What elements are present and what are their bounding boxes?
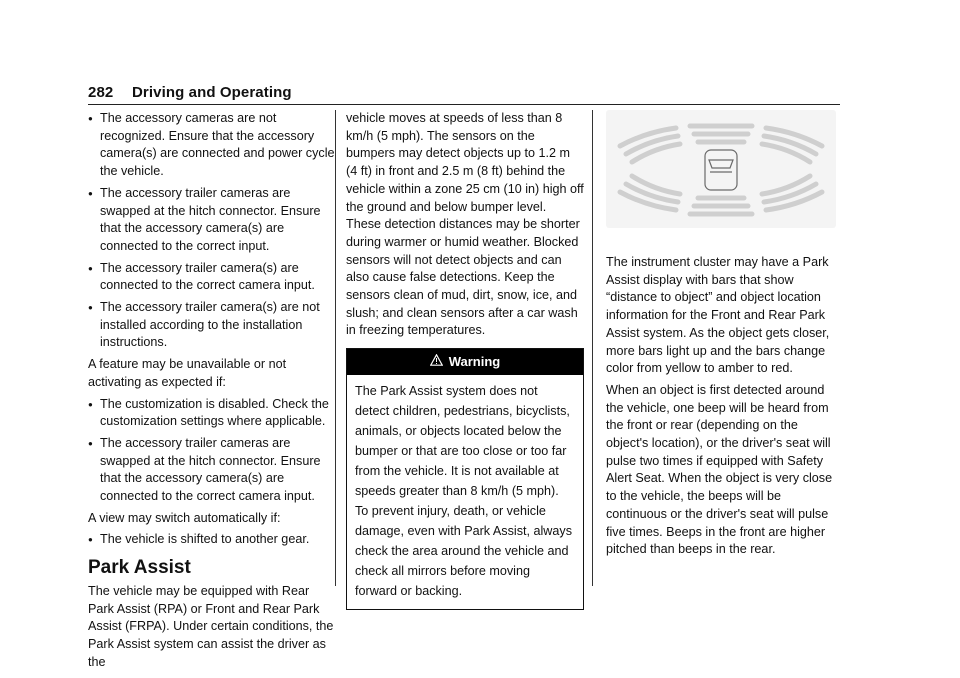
- paragraph: The vehicle may be equipped with Rear Park Assist (RPA) or Front and Rear Park Assist (FRPA). Under certain conditions, the Park Assist system can assist the driver as the: [88, 583, 334, 669]
- section-title: Driving and Operating: [132, 84, 292, 101]
- page-number: 282: [88, 84, 114, 101]
- warning-title: Warning: [448, 354, 501, 370]
- warning-triangle-icon: [430, 349, 443, 375]
- list-item: ● The customization is disabled. Check the customization settings where applicable.: [88, 396, 338, 431]
- warning-box: [346, 348, 584, 610]
- park-assist-illustration: [606, 110, 836, 228]
- list-item: ● The accessory trailer cameras are swapped at the hitch connector. Ensure that the accessory camera(s) are connected to the correct input.: [88, 185, 338, 256]
- list-item: ● The accessory cameras are not recognized. Ensure that the accessory camera(s) are connected and power cycle the vehicle.: [88, 110, 338, 181]
- warning-header: [347, 349, 583, 375]
- paragraph: The instrument cluster may have a Park Assist display with bars that show “distance to object” and object location information for the Front and Rear Park Assist system. As the object gets closer, more bars light up and the bars change color from yellow to amber to red.: [606, 255, 830, 376]
- header-rule: [88, 104, 840, 105]
- page-header: [88, 84, 292, 101]
- section-heading: Park Assist: [88, 557, 191, 579]
- paragraph: A feature may be unavailable or not activating as expected if:: [88, 357, 287, 389]
- column-1: [88, 110, 338, 675]
- column-2: [346, 110, 584, 610]
- paragraph: A view may switch automatically if:: [88, 510, 281, 525]
- column-3: [606, 110, 842, 563]
- paragraph: When an object is first detected around the vehicle, one beep will be heard from the front or rear (depending on the object's location), or the driver's seat will pulse two times if equipped with Safety Alert Seat. When the object is very close to the vehicle, the beeps will be continuous or the driver's seat will pulse five times. Beeps in the front are higher pitched than beeps in the rear.: [606, 382, 833, 557]
- list-item: ● The accessory trailer camera(s) are not installed according to the installation instructions.: [88, 299, 338, 352]
- warning-text: The Park Assist system does not detect children, pedestrians, bicyclists, animals, or objects located below the bumper or that are too close or too far from the vehicle. It is not available at speeds greater than 8 km/h (5 mph). To prevent injury, death, or vehicle damage, even with Park Assist, always check the area around the vehicle and check all mirrors before moving forward or backing.: [355, 384, 572, 599]
- column-divider: [592, 110, 593, 586]
- list-item: ● The accessory trailer cameras are swapped at the hitch connector. Ensure that the accessory camera(s) are connected to the correct camera input.: [88, 435, 338, 506]
- list-item: ● The vehicle is shifted to another gear.: [88, 531, 338, 549]
- paragraph: vehicle moves at speeds of less than 8 km/h (5 mph). The sensors on the bumpers may detect objects up to 1.2 m (4 ft) in front and 2.5 m (8 ft) behind the vehicle within a zone 25 cm (10 in) high off the ground and below bumper level. These detection distances may be shorter during warmer or humid weather. Blocked sensors will not detect objects and can also cause false detections. Keep the sensors clean of mud, dirt, snow, ice, and slush; and clean sensors after a car wash in freezing temperatures.: [346, 111, 584, 338]
- column-divider: [335, 110, 336, 586]
- list-item: ● The accessory trailer camera(s) are connected to the correct camera input.: [88, 260, 338, 295]
